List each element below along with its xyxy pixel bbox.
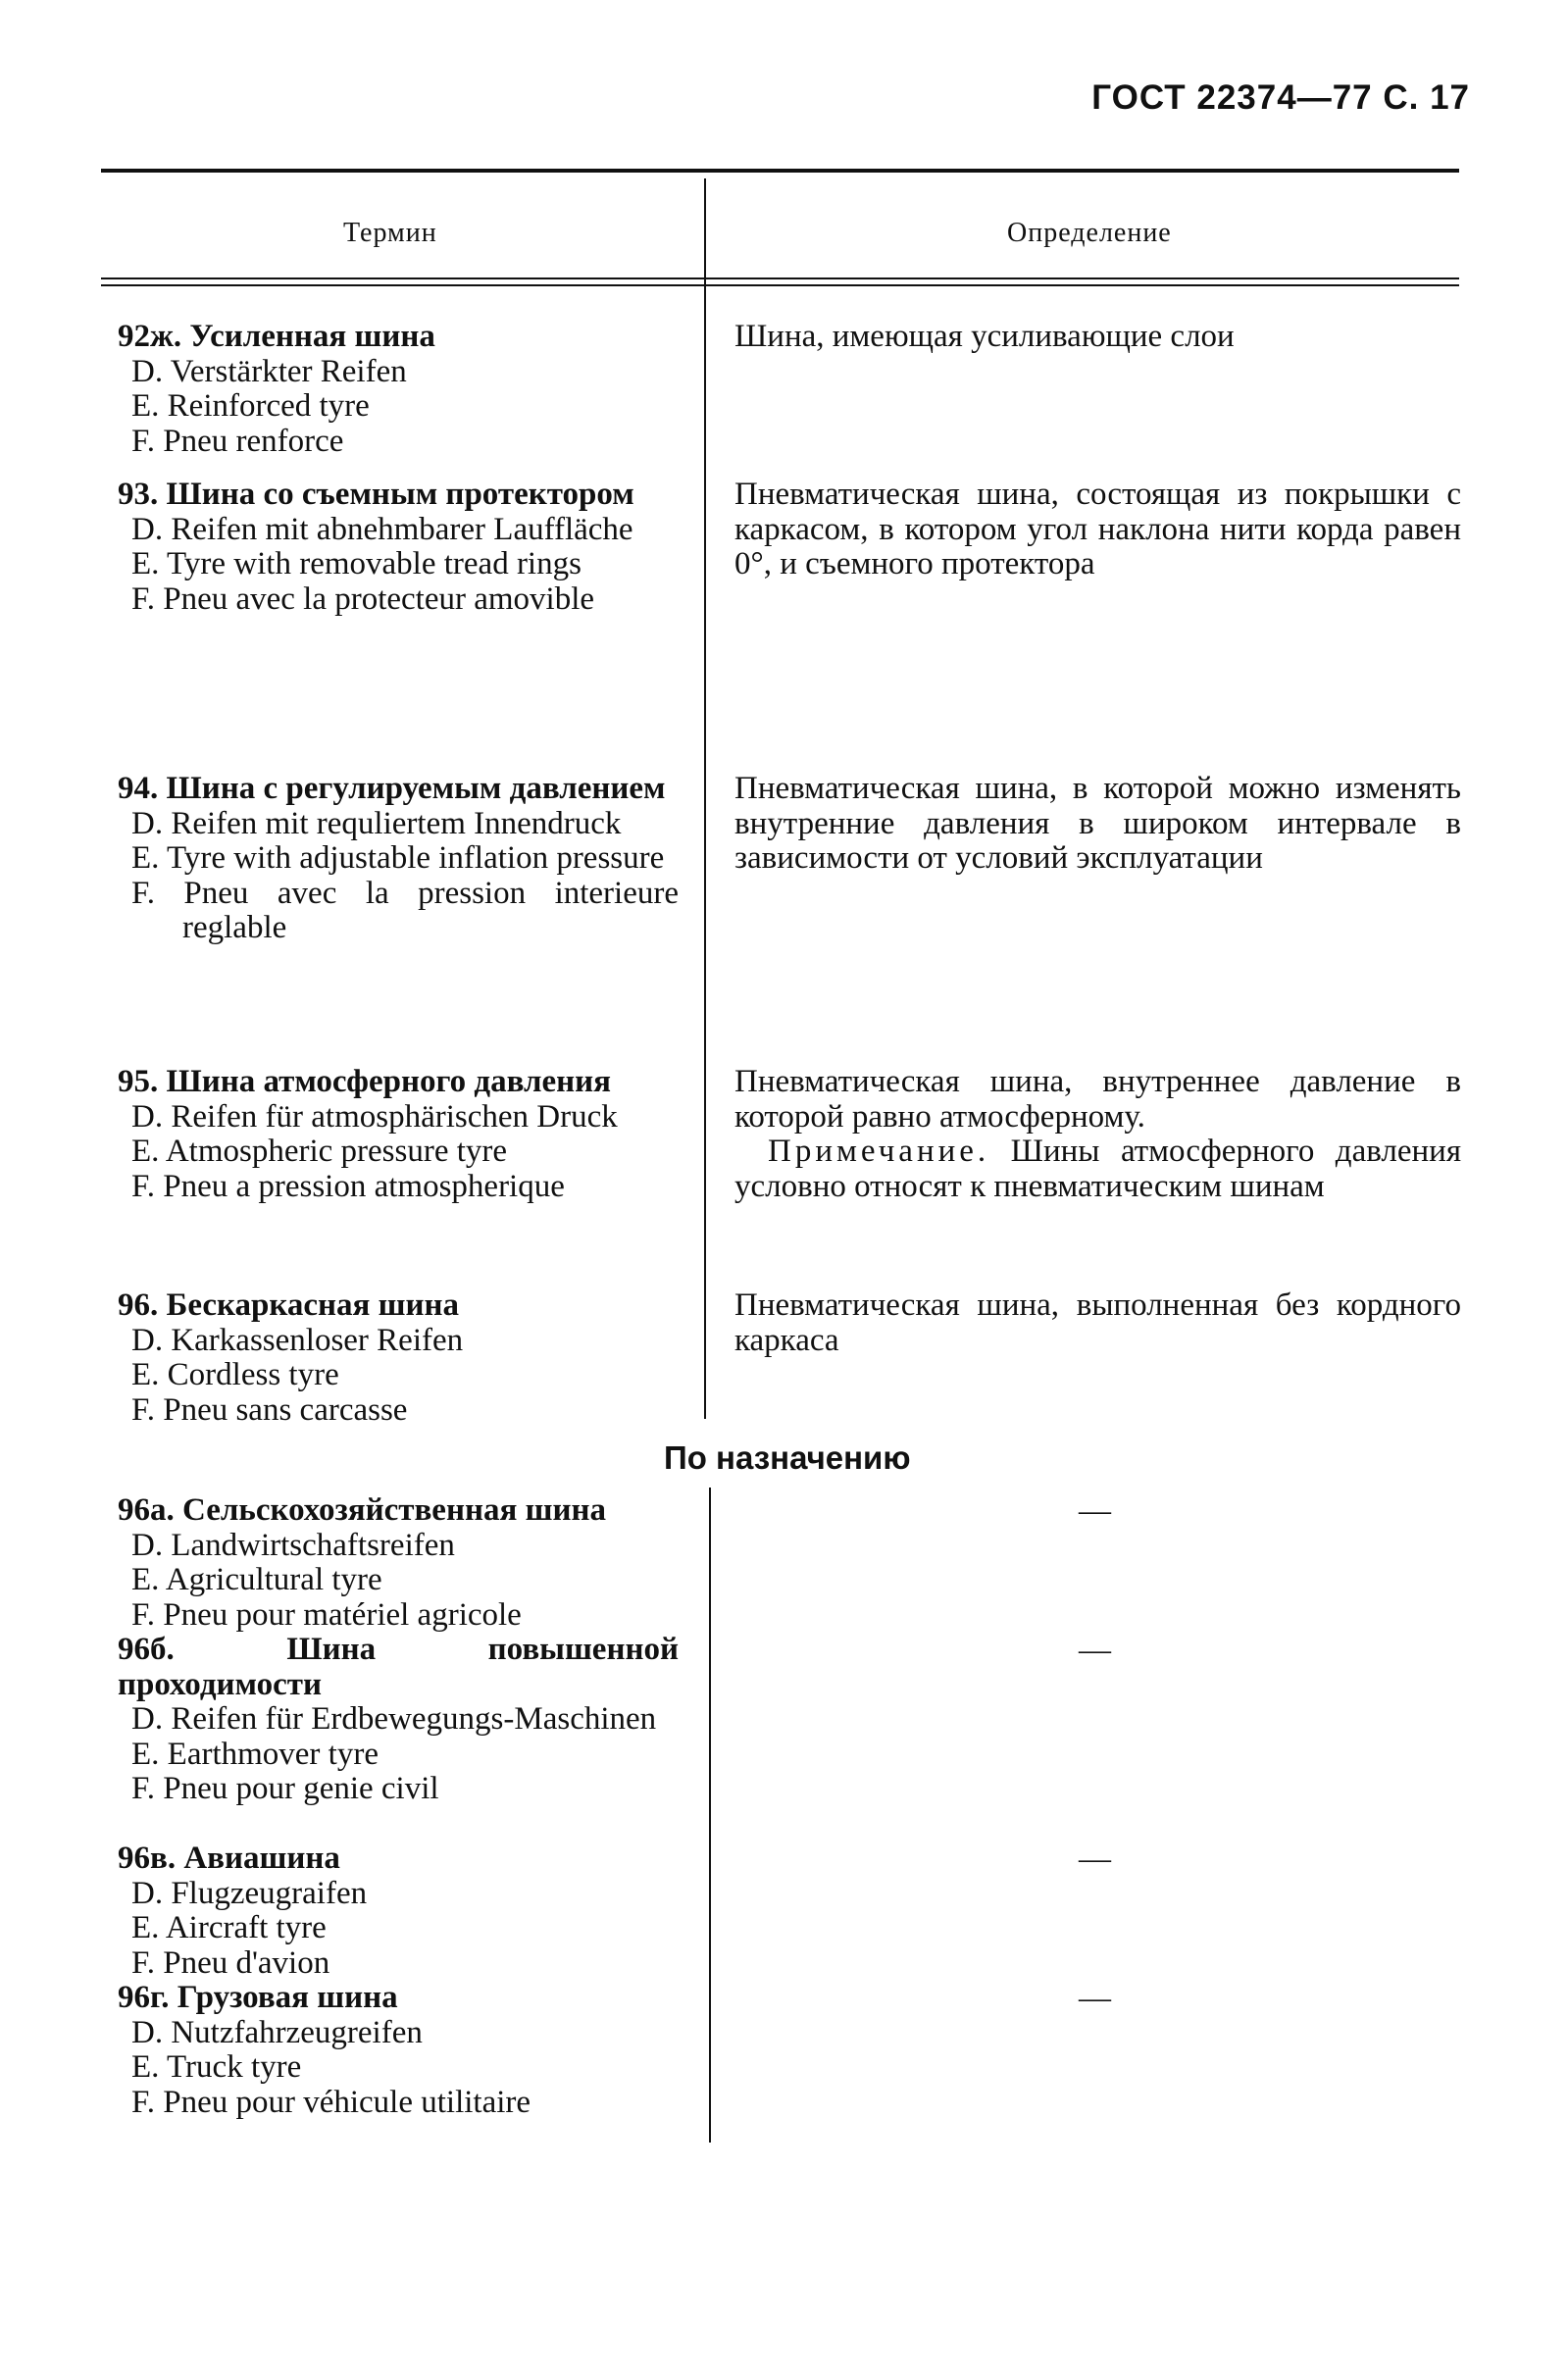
header-double-rule-1 — [101, 277, 1459, 279]
term-title: 94. Шина с регулируемым давлением — [118, 771, 666, 806]
column-header-term: Термин — [343, 218, 437, 248]
term-entry-96b — [118, 1633, 679, 1807]
definition-92zh — [734, 320, 1461, 355]
term-de: D. Reifen für atmosphärischen Druck — [131, 1098, 618, 1135]
term-de: D. Reifen mit requliertem Innendruck — [131, 805, 622, 841]
term-fr: F. Pneu avec la pression interieure reglable — [131, 875, 679, 945]
term-fr: F. Pneu pour véhicule utilitaire — [131, 2084, 531, 2120]
term-de: D. Flugzeugraifen — [131, 1875, 368, 1911]
term-entry-96g — [118, 1981, 679, 2120]
term-en: E. Truck tyre — [131, 2049, 302, 2085]
term-en: E. Tyre with removable tread rings — [131, 546, 582, 581]
term-en: E. Agricultural tyre — [131, 1562, 382, 1597]
term-en: E. Reinforced tyre — [131, 388, 370, 424]
header-double-rule-2 — [101, 284, 1459, 286]
term-fr: F. Pneu avec la protecteur amovible — [131, 580, 595, 617]
term-de: D. Landwirtschaftsreifen — [131, 1527, 455, 1563]
term-de: D. Reifen für Erdbewegungs-Maschinen — [131, 1701, 657, 1737]
definition-94 — [734, 772, 1461, 877]
definition-96g: — — [1079, 1981, 1111, 2016]
term-en: E. Tyre with adjustable inflation pressure — [131, 840, 665, 876]
term-entry-96v — [118, 1841, 679, 1981]
term-en: E. Earthmover tyre — [131, 1736, 379, 1772]
term-fr: F. Pneu renforce — [131, 423, 344, 459]
section-title: По назначению — [664, 1439, 911, 1476]
term-title: 96г. Грузовая шина — [118, 1980, 398, 2015]
column-header-definition: Определение — [1007, 218, 1172, 248]
note-label: Примечание. — [768, 1134, 990, 1169]
term-title: 96. Бескаркасная шина — [118, 1287, 460, 1323]
definition-96a: — — [1079, 1493, 1111, 1529]
note-text: Шины атмосферного давления условно относят к пневматическим шинам — [734, 1134, 1462, 1204]
definition-96 — [734, 1288, 1461, 1358]
term-de: D. Nutzfahrzeugreifen — [131, 2014, 423, 2050]
definition-text: Шина, имеющая усиливающие слои — [734, 319, 1235, 354]
term-entry-95 — [118, 1065, 679, 1204]
term-title: 96в. Авиашина — [118, 1841, 340, 1876]
term-de: D. Verstärkter Reifen — [131, 353, 407, 389]
term-en: E. Atmospheric pressure tyre — [131, 1134, 508, 1169]
page-header: ГОСТ 22374—77 С. 17 — [1091, 78, 1470, 117]
term-en: E. Aircraft tyre — [131, 1910, 327, 1945]
term-entry-96 — [118, 1288, 679, 1428]
definition-95 — [734, 1065, 1461, 1204]
term-entry-96a — [118, 1493, 679, 1633]
term-fr: F. Pneu pour genie civil — [131, 1771, 439, 1806]
term-fr: F. Pneu pour matériel agricole — [131, 1596, 522, 1633]
term-title: 96а. Сельскохозяйственная шина — [118, 1492, 606, 1528]
term-fr: F. Pneu a pression atmospherique — [131, 1168, 565, 1204]
term-title: 93. Шина со съемным протектором — [118, 477, 634, 512]
term-en: E. Cordless tyre — [131, 1357, 339, 1392]
term-entry-94 — [118, 772, 679, 946]
definition-text: Пневматическая шина, в которой можно изменять внутренние давления в широком интервале в зависимости от условий эксплуатации — [734, 771, 1461, 876]
definition-text: Пневматическая шина, состоящая из покрышки с каркасом, в котором угол наклона нити корда равен 0°, и съемного протектора — [734, 477, 1461, 581]
term-entry-93 — [118, 478, 679, 617]
definition-93 — [734, 478, 1461, 582]
definition-text: Пневматическая шина, внутреннее давление в которой равно атмосферному. — [734, 1064, 1461, 1135]
definition-96b: — — [1079, 1633, 1111, 1668]
column-divider — [704, 178, 706, 1419]
term-de: D. Karkassenloser Reifen — [131, 1322, 464, 1358]
term-title: 95. Шина атмосферного давления — [118, 1064, 612, 1099]
term-fr: F. Pneu sans carcasse — [131, 1391, 408, 1428]
term-de: D. Reifen mit abnehmbarer Lauffläche — [131, 511, 633, 547]
term-title: 96б. Шина повышенной проходимости — [118, 1632, 679, 1702]
table-top-rule — [101, 169, 1459, 173]
term-fr: F. Pneu d'avion — [131, 1944, 330, 1981]
definition-96v: — — [1079, 1841, 1111, 1877]
column-divider-2 — [709, 1488, 711, 2143]
term-title: 92ж. Усиленная шина — [118, 319, 435, 354]
definition-note — [734, 1135, 1461, 1204]
definition-text: Пневматическая шина, выполненная без кордного каркаса — [734, 1287, 1461, 1358]
term-entry-92zh — [118, 320, 679, 459]
